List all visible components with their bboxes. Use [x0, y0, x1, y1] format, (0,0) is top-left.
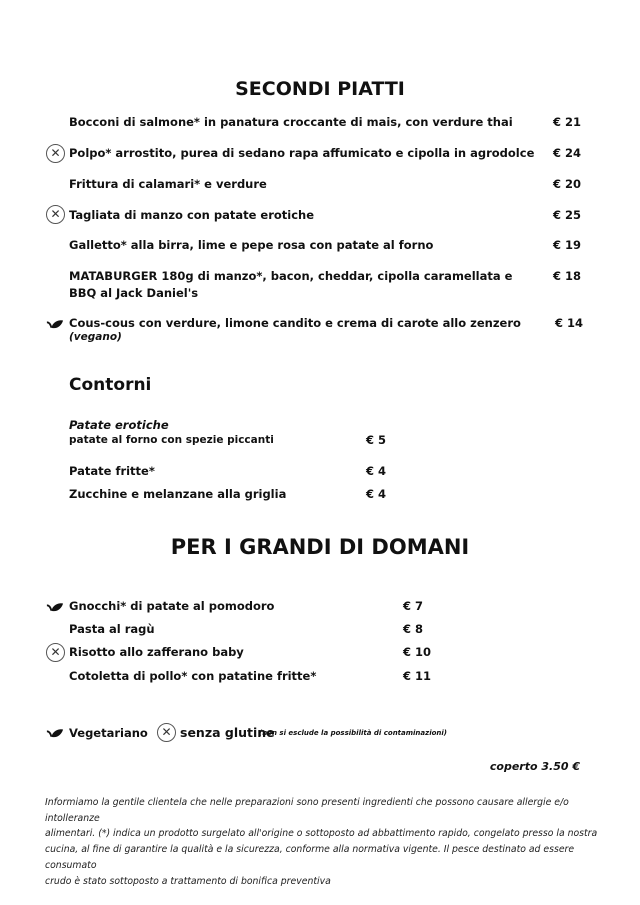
leaf-icon [46, 316, 64, 334]
menu-item: Zucchine e melanzane alla griglia [69, 487, 287, 501]
legend-gluten-note: (non si esclude la possibilità di contaminazioni) [259, 729, 448, 737]
menu-item-price: € 4 [366, 487, 387, 501]
menu-item-line2: BBQ al Jack Daniel's [69, 286, 199, 300]
menu-item: Galletto* alla birra, lime e pepe rosa con patate al forno [69, 238, 434, 252]
menu-item: Polpo* arrostito, purea di sedano rapa affumicato e cipolla in agrodolce [69, 146, 535, 160]
menu-item: Bocconi di salmone* in panatura croccante di mais, con verdure thai [69, 115, 513, 129]
menu-item: Gnocchi* di patate al pomodoro [69, 599, 275, 613]
disclaimer-line: alimentari. (*) indica un prodotto surgelato all'origine o sottoposto ad abbattimento rapido, congelato presso la nostra [45, 828, 598, 840]
menu-item-price: € 19 [553, 238, 582, 252]
menu-item: Cous-cous con verdure, limone candito e crema di carote allo zenzero [69, 316, 521, 330]
gluten-free-icon: ✕ [157, 723, 176, 742]
menu-item-price: € 7 [403, 599, 424, 613]
section-title-secondi: SECONDI PIATTI [235, 78, 405, 100]
coperto: coperto 3.50 € [489, 760, 580, 773]
leaf-icon [46, 725, 64, 743]
section-title-contorni: Contorni [69, 375, 152, 395]
legend-gluten-free: senza glutine [180, 725, 275, 740]
menu-item-price: € 18 [553, 269, 582, 283]
gluten-free-icon: ✕ [46, 643, 65, 662]
menu-item-price: € 11 [403, 669, 432, 683]
disclaimer-line: cucina, al fine di garantire la qualità e la sicurezza, conforme alla normativa vigente. Il pesce destinato ad essere consumato [45, 844, 575, 871]
menu-item-price: € 8 [403, 622, 424, 636]
allergen-disclaimer [45, 795, 605, 889]
menu-item-price: € 10 [403, 645, 432, 659]
leaf-icon [46, 599, 64, 617]
menu-item-note: (vegano) [69, 331, 122, 343]
menu-item-price: € 21 [553, 115, 582, 129]
menu-item-price: € 4 [366, 464, 387, 478]
menu-item-price: € 5 [366, 433, 387, 447]
disclaimer-line: crudo è stato sottoposto a trattamento di bonifica preventiva [45, 875, 331, 887]
menu-item: Pasta al ragù [69, 622, 155, 636]
menu-item: Risotto allo zafferano baby [69, 645, 244, 659]
menu-item: Cotoletta di pollo* con patatine fritte* [69, 669, 317, 683]
menu-item: Patate fritte* [69, 464, 155, 478]
menu-item: Frittura di calamari* e verdure [69, 177, 267, 191]
menu-item-price: € 25 [553, 208, 582, 222]
menu-item-price: € 24 [553, 146, 582, 160]
menu-item: MATABURGER 180g di manzo*, bacon, cheddar, cipolla caramellata e [69, 269, 513, 283]
menu-item: Tagliata di manzo con patate erotiche [69, 208, 315, 222]
section-title-bambini: PER I GRANDI DI DOMANI [170, 535, 470, 559]
legend-vegetarian: Vegetariano [69, 726, 148, 740]
menu-item: Patate erotiche [69, 418, 169, 432]
menu-item-price: € 14 [555, 316, 584, 330]
disclaimer-line: Informiamo la gentile clientela che nelle preparazioni sono presenti ingredienti che possono causare allergie e/o intolleranze [45, 797, 569, 824]
gluten-free-icon: ✕ [46, 144, 65, 163]
menu-item-description: patate al forno con spezie piccanti [69, 434, 274, 446]
menu-item-price: € 20 [553, 177, 582, 191]
gluten-free-icon: ✕ [46, 205, 65, 224]
